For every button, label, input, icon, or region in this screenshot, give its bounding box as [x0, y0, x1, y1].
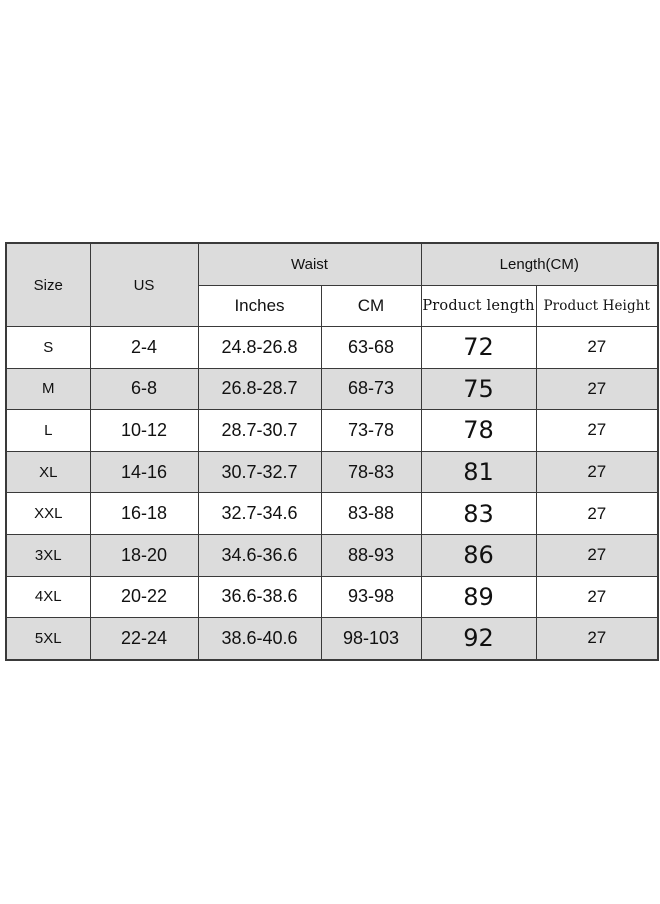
size-cell: 3XL: [6, 534, 90, 576]
table-row: [6, 618, 658, 660]
product-length-cell: 83: [421, 493, 536, 535]
table-row: [6, 576, 658, 618]
table-row: [6, 534, 658, 576]
product-length-cell: 89: [421, 576, 536, 618]
us-cell: 16-18: [90, 493, 198, 535]
waist-inches-cell: 36.6-38.6: [198, 576, 321, 618]
product-height-cell: 27: [536, 451, 658, 493]
product-length-subheader: Product length: [421, 286, 536, 327]
table-body: [6, 327, 658, 660]
waist-inches-cell: 24.8-26.8: [198, 327, 321, 369]
product-height-cell: 27: [536, 534, 658, 576]
table-row: [6, 410, 658, 452]
us-header: US: [90, 243, 198, 327]
product-length-cell: 81: [421, 451, 536, 493]
us-cell: 14-16: [90, 451, 198, 493]
table-row: [6, 327, 658, 369]
header-row-1: [6, 243, 658, 286]
size-chart-table: [5, 242, 659, 661]
product-height-cell: 27: [536, 368, 658, 410]
product-length-cell: 72: [421, 327, 536, 369]
product-height-cell: 27: [536, 327, 658, 369]
size-cell: M: [6, 368, 90, 410]
waist-header: Waist: [198, 243, 421, 286]
waist-cm-cell: 78-83: [321, 451, 421, 493]
waist-cm-cell: 73-78: [321, 410, 421, 452]
size-cell: 4XL: [6, 576, 90, 618]
table-row: [6, 368, 658, 410]
length-header: Length(CM): [421, 243, 658, 286]
waist-inches-cell: 38.6-40.6: [198, 618, 321, 660]
waist-cm-cell: 88-93: [321, 534, 421, 576]
table-row: [6, 493, 658, 535]
product-length-cell: 75: [421, 368, 536, 410]
us-cell: 6-8: [90, 368, 198, 410]
waist-inches-cell: 28.7-30.7: [198, 410, 321, 452]
waist-inches-cell: 30.7-32.7: [198, 451, 321, 493]
us-cell: 18-20: [90, 534, 198, 576]
size-cell: L: [6, 410, 90, 452]
size-cell: S: [6, 327, 90, 369]
us-cell: 20-22: [90, 576, 198, 618]
product-height-cell: 27: [536, 576, 658, 618]
product-height-subheader: Product Height: [536, 286, 658, 327]
product-height-cell: 27: [536, 618, 658, 660]
inches-subheader: Inches: [198, 286, 321, 327]
waist-cm-cell: 63-68: [321, 327, 421, 369]
waist-cm-cell: 68-73: [321, 368, 421, 410]
waist-cm-cell: 83-88: [321, 493, 421, 535]
waist-inches-cell: 34.6-36.6: [198, 534, 321, 576]
size-cell: XL: [6, 451, 90, 493]
size-header: Size: [6, 243, 90, 327]
table-row: [6, 451, 658, 493]
product-length-cell: 78: [421, 410, 536, 452]
us-cell: 10-12: [90, 410, 198, 452]
size-cell: XXL: [6, 493, 90, 535]
waist-cm-cell: 93-98: [321, 576, 421, 618]
waist-inches-cell: 26.8-28.7: [198, 368, 321, 410]
product-height-cell: 27: [536, 410, 658, 452]
us-cell: 22-24: [90, 618, 198, 660]
product-length-cell: 86: [421, 534, 536, 576]
us-cell: 2-4: [90, 327, 198, 369]
waist-inches-cell: 32.7-34.6: [198, 493, 321, 535]
size-cell: 5XL: [6, 618, 90, 660]
waist-cm-cell: 98-103: [321, 618, 421, 660]
product-height-cell: 27: [536, 493, 658, 535]
cm-subheader: CM: [321, 286, 421, 327]
product-length-cell: 92: [421, 618, 536, 660]
